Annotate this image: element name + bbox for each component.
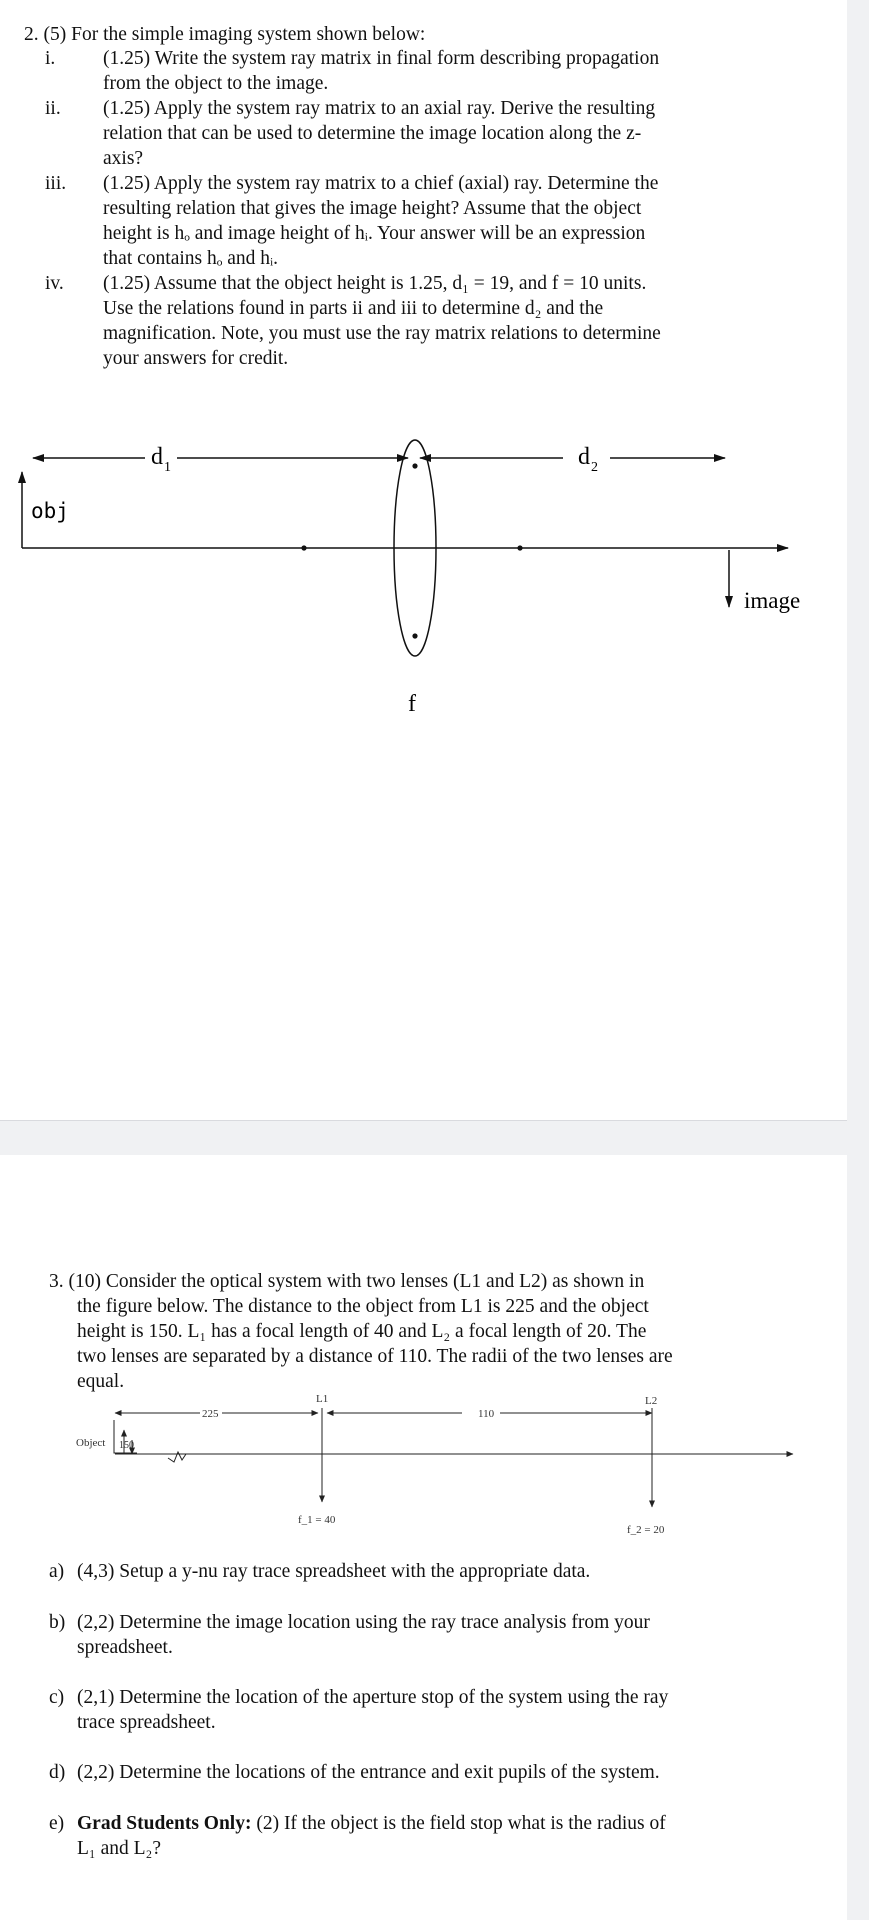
viewer-right-margin [847,0,869,1920]
question-d-line-1: (2,2) Determine the locations of the entrance and exit pupils of the system. [77,1762,660,1783]
imaging-system-diagram [0,400,847,720]
problem-3-line-2: the figure below. The distance to the object from L1 is 225 and the object [77,1296,649,1317]
question-b-line-2: spreadsheet. [77,1637,173,1658]
question-c-line-2: trace spreadsheet. [77,1712,216,1733]
question-a-label: a) [49,1561,65,1582]
part-iii-line-3: height is hₒ and image height of hᵢ. Your answer will be an expression [103,223,646,244]
dist-110-label: 110 [478,1408,495,1420]
problem-3-line-5: equal. [77,1371,125,1392]
question-d-label: d) [49,1762,66,1783]
lens-l2-label: L2 [645,1395,658,1407]
part-ii-number: ii. [45,98,61,119]
dist-225-label: 225 [202,1408,219,1420]
part-ii-line-2: relation that can be used to determine the image location along the z- [103,123,642,144]
axis-point-front-focus [301,545,306,550]
f2-label: f_2 = 20 [627,1524,665,1536]
object-label: Object [76,1437,106,1449]
object-height-label: 150 [119,1440,134,1451]
focal-length-label: f [408,691,416,717]
problem-3-line-3: height is 150. L₁ has a focal length of 40 and L₂ a focal length of 20. The [77,1321,647,1342]
question-b-line-1: (2,2) Determine the image location using the ray trace analysis from your [77,1612,650,1633]
part-iii-line-1: (1.25) Apply the system ray matrix to a chief (axial) ray. Determine the [103,173,659,194]
two-lens-diagram [0,1390,847,1555]
d1-label: d [151,444,163,470]
part-i-line-2: from the object to the image. [103,73,329,94]
image-label: image [744,588,801,613]
part-i-line-1: (1.25) Write the system ray matrix in final form describing propagation [103,48,660,69]
part-iv-number: iv. [45,273,64,294]
question-b-label: b) [49,1612,66,1633]
part-ii-line-1: (1.25) Apply the system ray matrix to an axial ray. Derive the resulting [103,98,656,119]
f1-label: f_1 = 40 [298,1514,336,1526]
problem-3-line-1: 3. (10) Consider the optical system with two lenses (L1 and L2) as shown in [49,1271,645,1292]
part-iv-line-1: (1.25) Assume that the object height is 1.25, d₁ = 19, and f = 10 units. [103,273,647,294]
question-e-line-1-rest: (2) If the object is the field stop what is the radius of [251,1813,666,1834]
part-iii-number: iii. [45,173,67,194]
part-i-number: i. [45,48,56,69]
lens-point-bottom [412,633,417,638]
question-e-label: e) [49,1813,65,1834]
problem-3-line-4: two lenses are separated by a distance of 110. The radii of the two lenses are [77,1346,673,1367]
d2-subscript: 2 [591,460,598,475]
question-e-line-2: L₁ and L₂? [77,1838,161,1859]
part-ii-line-3: axis? [103,148,144,169]
part-iv-line-3: magnification. Note, you must use the ray matrix relations to determine [103,323,661,344]
question-a-line-1: (4,3) Setup a y-nu ray trace spreadsheet with the appropriate data. [77,1561,591,1582]
obj-label: obj [31,499,69,523]
d2-label: d [578,444,590,470]
question-e-line-1 [77,1812,666,1837]
part-iv-line-4: your answers for credit. [103,348,289,369]
d1-subscript: 1 [164,460,171,475]
part-iii-line-2: resulting relation that gives the image height? Assume that the object [103,198,642,219]
question-c-label: c) [49,1687,65,1708]
grad-students-only: Grad Students Only: [77,1813,252,1834]
page-gap [0,1120,847,1156]
lens-l1-label: L1 [316,1393,329,1405]
lens-point-top [412,463,417,468]
part-iv-line-2: Use the relations found in parts ii and iii to determine d₂ and the [103,298,604,319]
question-c-line-1: (2,1) Determine the location of the aperture stop of the system using the ray [77,1687,669,1708]
page-problem-3 [0,1155,847,1890]
problem-2-header: 2. (5) For the simple imaging system shown below: [24,24,426,45]
part-iii-line-4: that contains hₒ and hᵢ. [103,248,279,269]
axis-point-back-focus [517,545,522,550]
